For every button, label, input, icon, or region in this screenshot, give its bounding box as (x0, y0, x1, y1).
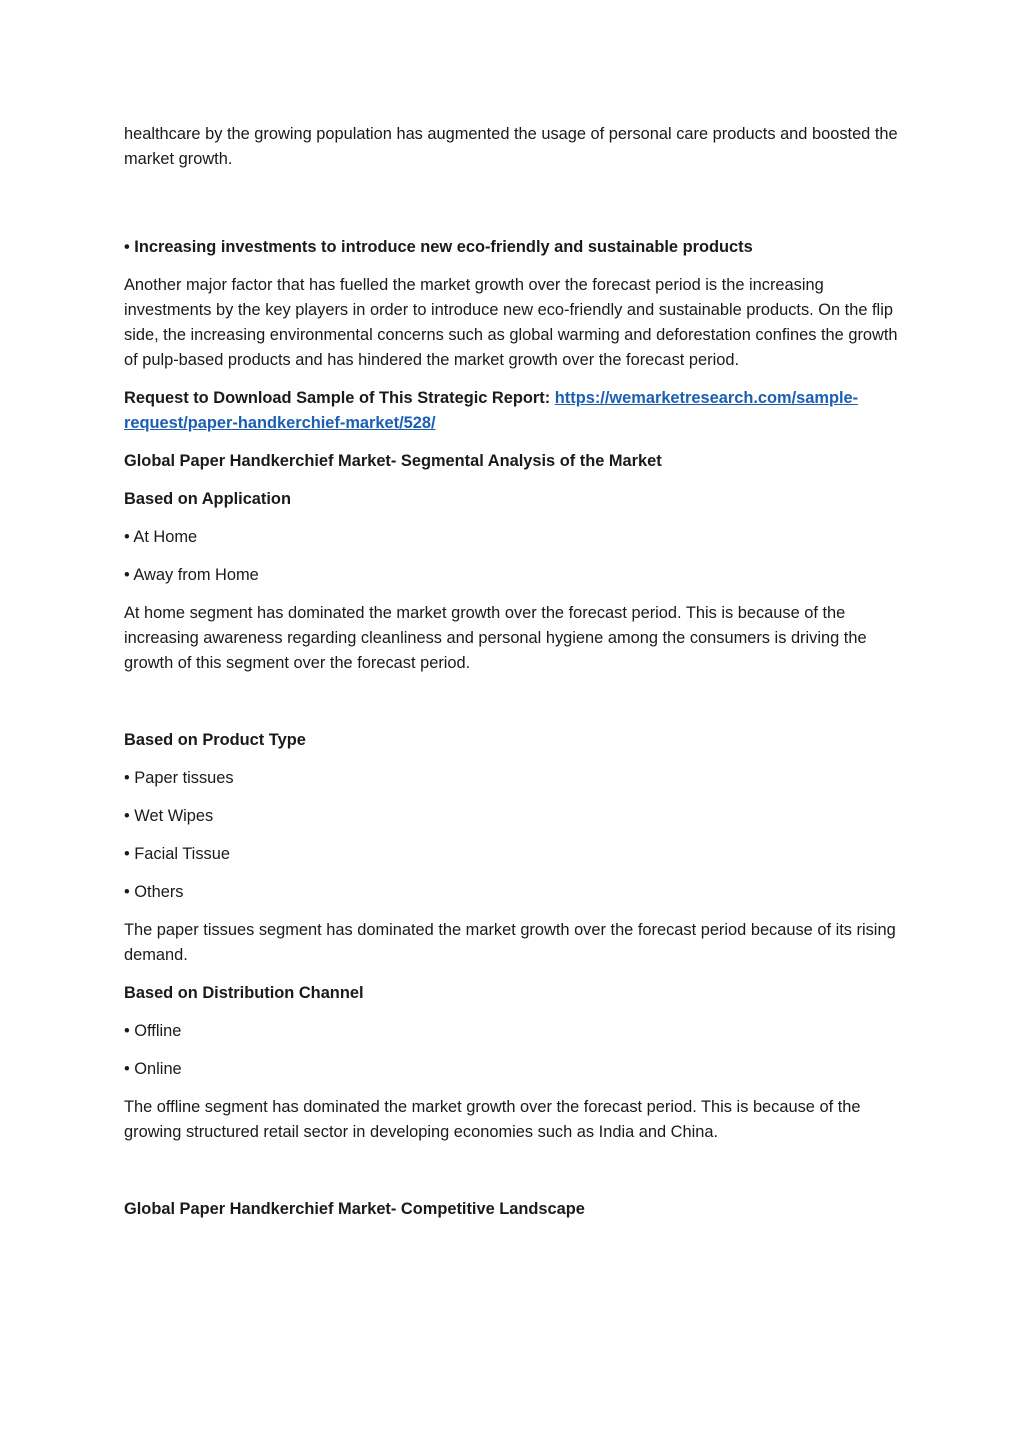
list-item: • Wet Wipes (124, 807, 214, 825)
competitive-heading: Global Paper Handkerchief Market- Competitive Landscape (124, 1200, 585, 1218)
sample-request-link[interactable]: https://wemarketresearch.com/sample-request/paper-handkerchief-market/528/ (124, 389, 859, 432)
list-item: • Online (124, 1060, 182, 1078)
intro-paragraph: healthcare by the growing population has augmented the usage of personal care products and boosted the market growth. (124, 125, 898, 168)
distribution-heading: Based on Distribution Channel (124, 984, 364, 1002)
list-item: • At Home (124, 528, 198, 546)
driver-paragraph: Another major factor that has fuelled the market growth over the forecast period is the increasing investments by the key players in order to introduce new eco-friendly and sustainable products. On the flip side, the increasing environmental concerns such as global warming and deforestation confines the growth of pulp-based products and has hindered the market growth over the forecast period. (124, 276, 898, 369)
list-item: • Offline (124, 1022, 182, 1040)
product-type-heading: Based on Product Type (124, 731, 306, 749)
application-paragraph: At home segment has dominated the market growth over the forecast period. This is because of the increasing awareness regarding cleanliness and personal hygiene among the consumers is driving the growth of this segment over the forecast period. (124, 604, 867, 672)
list-item: • Away from Home (124, 566, 259, 584)
sample-request-label: Request to Download Sample of This Strategic Report: (124, 389, 551, 407)
document-page (124, 122, 904, 1222)
sample-request (124, 386, 904, 436)
list-item: • Others (124, 883, 184, 901)
segmental-heading: Global Paper Handkerchief Market- Segmental Analysis of the Market (124, 452, 662, 470)
driver-heading: • Increasing investments to introduce new eco-friendly and sustainable products (124, 238, 753, 256)
list-item: • Paper tissues (124, 769, 234, 787)
application-heading: Based on Application (124, 490, 291, 508)
list-item: • Facial Tissue (124, 845, 230, 863)
distribution-paragraph: The offline segment has dominated the market growth over the forecast period. This is because of the growing structured retail sector in developing economies such as India and China. (124, 1098, 861, 1141)
product-type-paragraph: The paper tissues segment has dominated the market growth over the forecast period because of its rising demand. (124, 921, 896, 964)
